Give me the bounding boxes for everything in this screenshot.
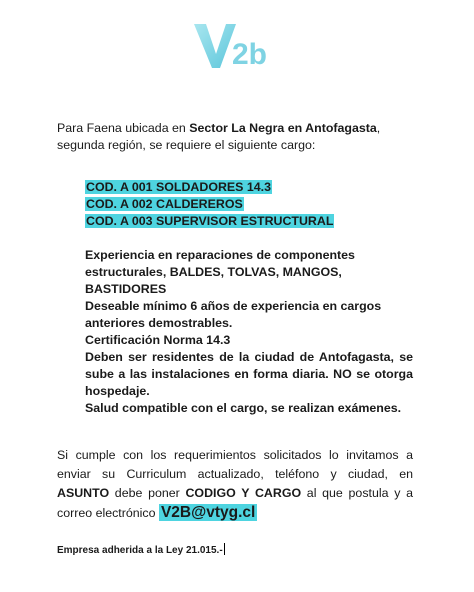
outro-asunto: ASUNTO (57, 486, 110, 500)
footer-law-note (57, 543, 225, 556)
requirement-experience: Experiencia en reparaciones de componentes estructurales, BALDES, TOLVAS, MANGOS, BASTIDORES (85, 248, 355, 296)
outro-codigo-cargo: CODIGO Y CARGO (185, 486, 302, 500)
email-link[interactable]: V2B@vtyg.cl (160, 504, 256, 521)
job-codes-list (85, 179, 334, 230)
requirement-certification: Certificación Norma 14.3 (85, 333, 231, 347)
condition-residence: Deben ser residentes de la ciudad de Antofagasta, se sube a las instalaciones en forma diaria. NO se otorga hospedaje. (85, 350, 413, 398)
conditions-block (85, 349, 413, 417)
intro-text-2: , (376, 121, 381, 135)
condition-health: Salud compatible con el cargo, se realizan exámenes. (85, 401, 402, 415)
requirement-years: Deseable mínimo 6 años de experiencia en cargos anteriores demostrables. (85, 299, 382, 330)
company-logo (192, 20, 282, 72)
job-code-1: COD. A 001 SOLDADORES 14.3 (86, 180, 271, 194)
intro-paragraph (57, 120, 413, 154)
svg-text:2b: 2b (232, 38, 268, 71)
intro-line-2: segunda región, se requiere el siguiente cargo: (57, 138, 316, 152)
outro-text-2: debe poner (109, 486, 186, 500)
text-cursor (224, 543, 225, 555)
job-code-2: COD. A 002 CALDEREROS (86, 197, 243, 211)
footer-text: Empresa adherida a la Ley 21.015.- (57, 545, 223, 556)
application-instructions (57, 446, 413, 523)
outro-text-3: al que postula y a correo electrónico (57, 486, 413, 520)
intro-location: Sector La Negra en Antofagasta (189, 121, 377, 135)
intro-text-1: Para Faena ubicada en (57, 121, 190, 135)
outro-text-1: Si cumple con los requerimientos solicitados lo invitamos a enviar su Curriculum actualizado, teléfono y ciudad, en (57, 448, 413, 481)
job-code-3: COD. A 003 SUPERVISOR ESTRUCTURAL (86, 214, 334, 228)
requirements-block (85, 247, 413, 349)
